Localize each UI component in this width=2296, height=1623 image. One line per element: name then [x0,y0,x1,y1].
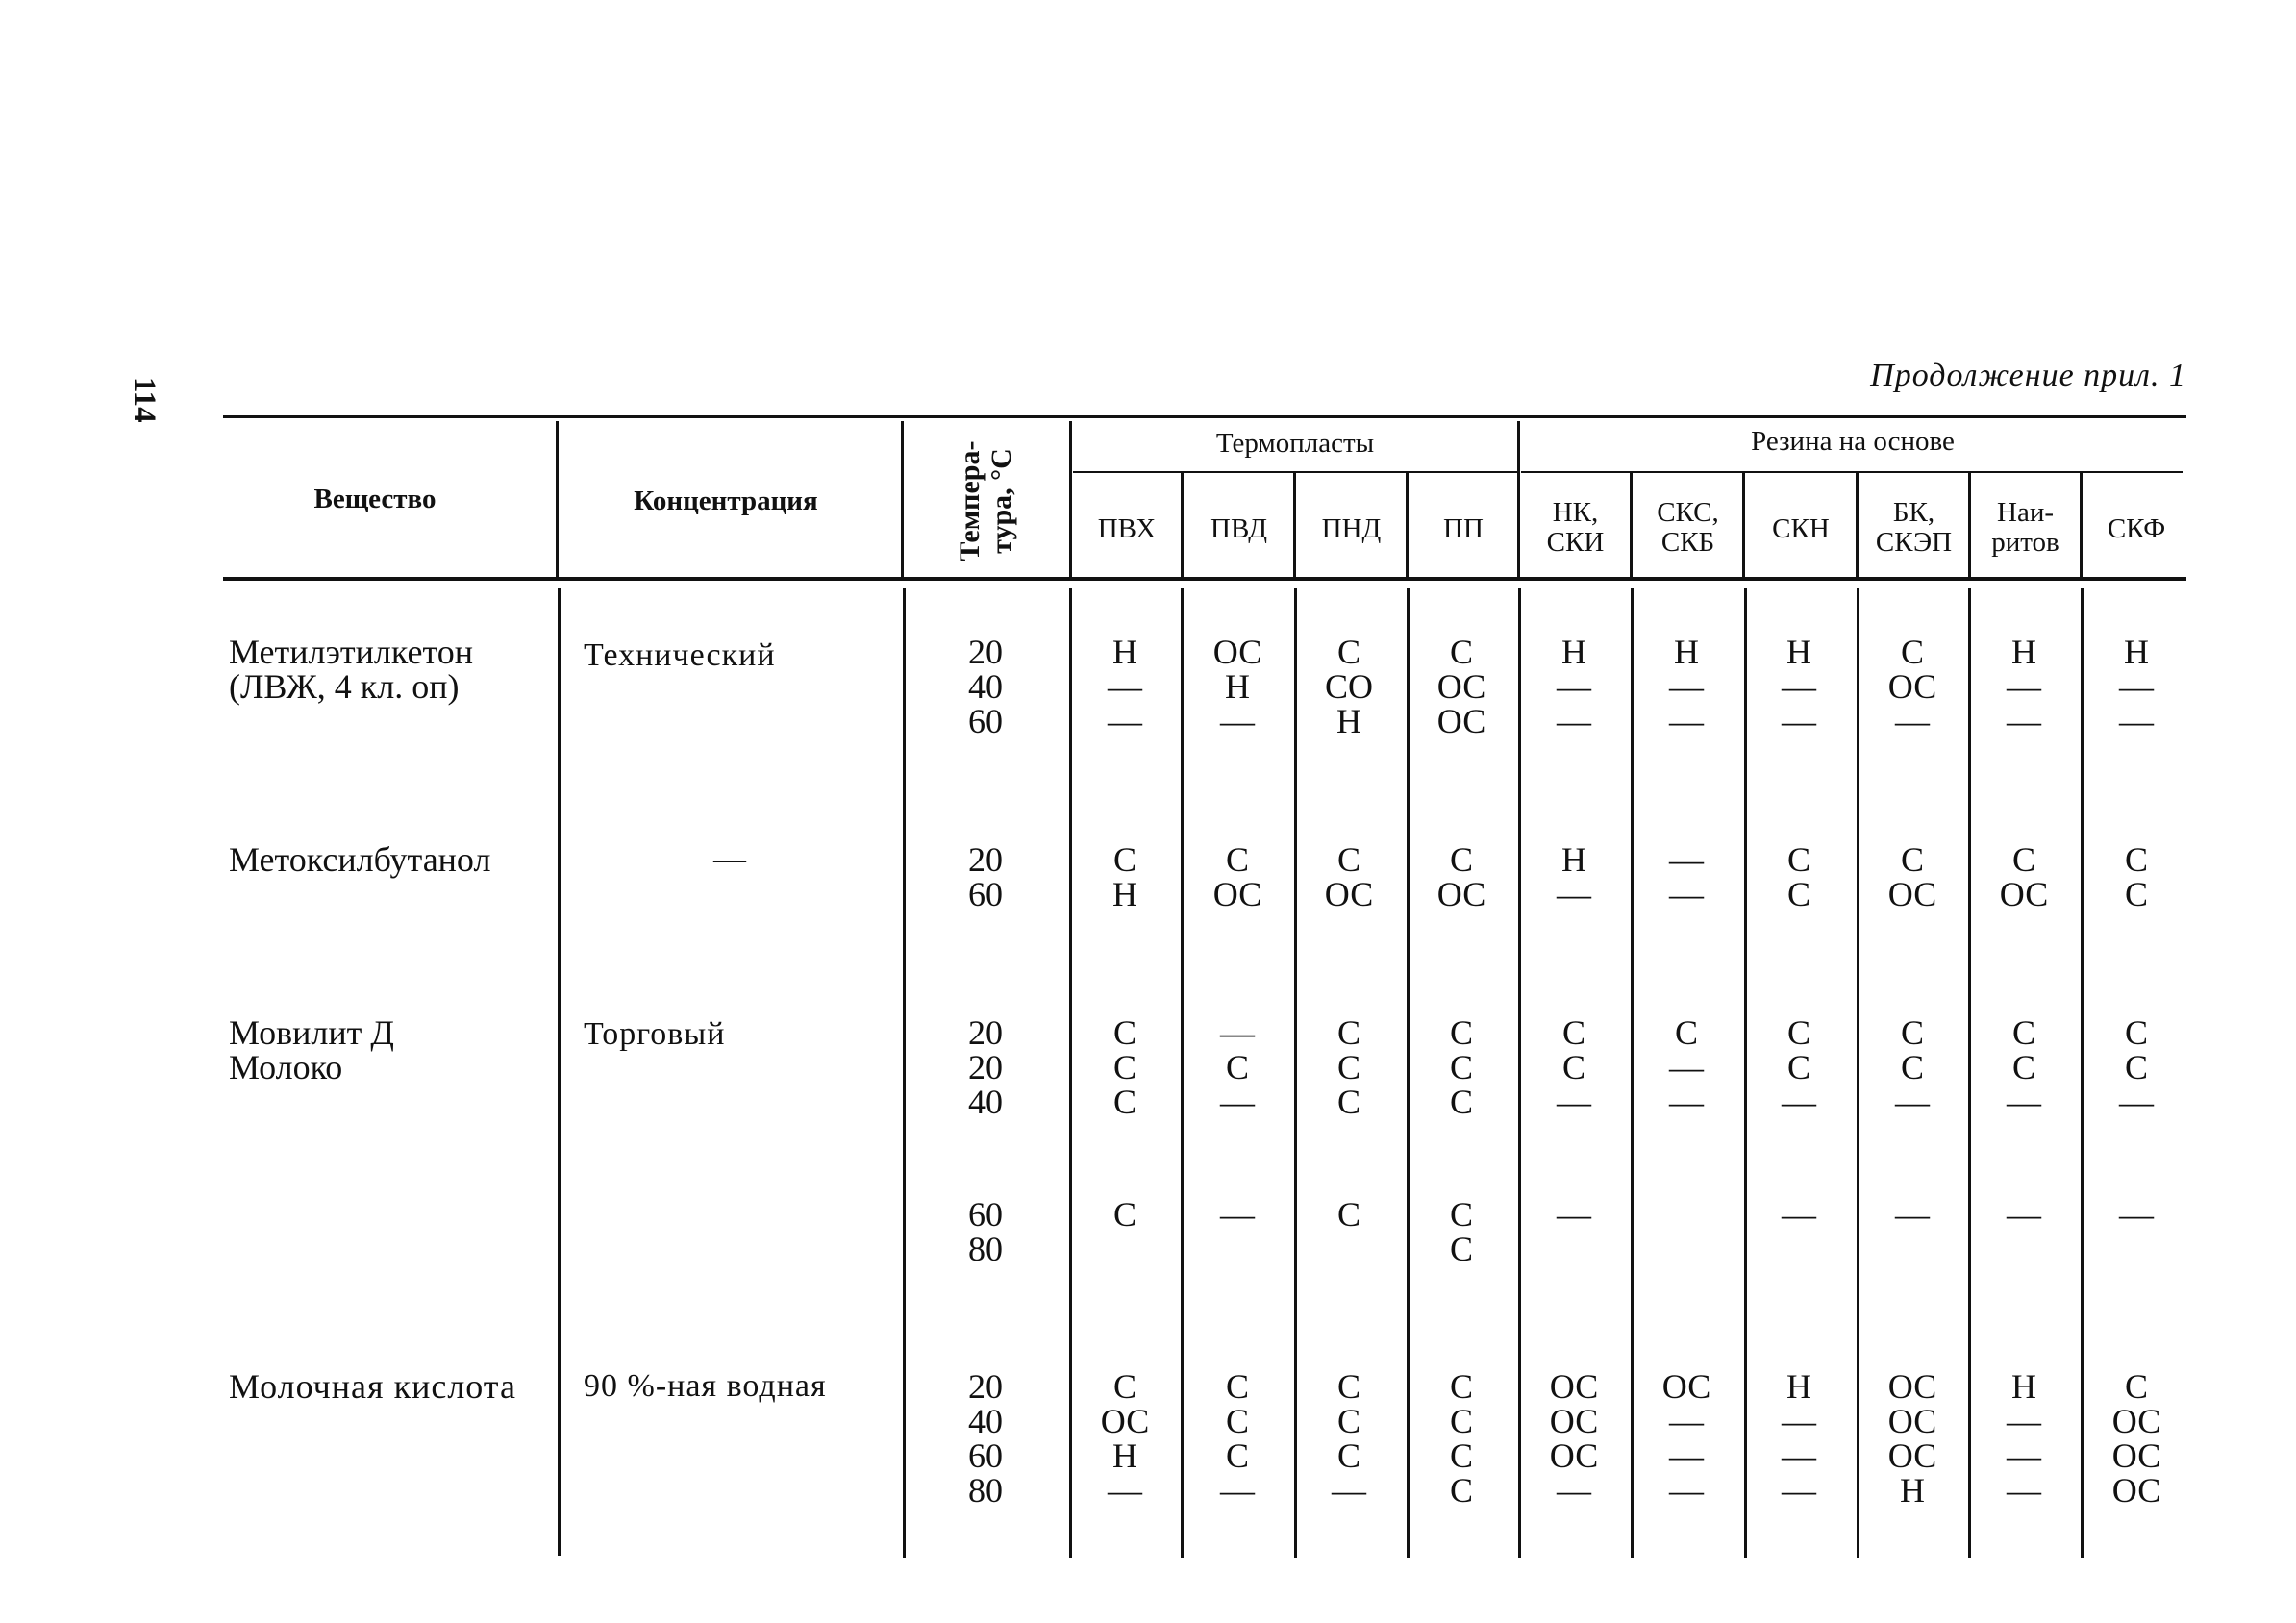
header-substance: Вещество [313,484,437,514]
resistance-cell: С С — [1895,1013,1930,1121]
resistance-cell: Н — — — [1782,1367,1816,1510]
header-temperature: Темпера- тура, °С [954,440,1017,562]
resistance-cell: Н — — — [2007,1367,2041,1510]
header-divider [556,421,559,577]
resistance-cell: С С — [2007,1013,2041,1121]
header-group-thermoplastics: Термопласты [1215,428,1375,459]
resistance-cell: С С С [1336,1013,1360,1121]
header-material-pnd: ПНД [1321,513,1382,544]
header-material-bk-skep: БК, СКЭП [1875,497,1953,558]
resistance-cell: С С [2124,840,2148,913]
resistance-cell: — [2119,1195,2154,1234]
row-concentration: — [713,841,747,877]
header-divider [1406,473,1409,577]
row-substance: Молочная кислота [229,1367,516,1406]
resistance-cell: С ОС [1436,840,1486,913]
header-divider [2080,473,2083,577]
resistance-cell: С С [1786,840,1810,913]
header-divider [1293,473,1296,577]
table-top-rule [223,415,2186,418]
resistance-cell: Н — — [1108,633,1142,740]
header-divider [1742,473,1745,577]
rubber-group-rule [1521,471,2183,473]
resistance-cell: С С С [1112,1013,1136,1121]
row-substance: Метилэтилкетон (ЛВЖ, 4 кл. оп) [229,633,473,706]
row-substance: Мовилит Д Молоко [229,1013,394,1086]
resistance-cell: — [1220,1195,1255,1234]
row-temperatures: 20 40 60 80 [968,1367,1003,1510]
resistance-cell: С ОС ОС ОС [2111,1367,2161,1510]
header-divider [1856,473,1859,577]
continuation-caption: Продолжение прил. 1 [1870,358,2186,393]
resistance-cell: Н — — [1557,633,1591,740]
header-material-skf: СКФ [2107,513,2166,544]
resistance-cell: С ОС [1999,840,2049,913]
row-temperatures: 60 80 [968,1195,1003,1268]
header-divider [1069,421,1072,577]
resistance-cell: С С — [1557,1013,1591,1121]
resistance-cell: Н — — [1669,633,1704,740]
column-divider [903,588,906,1558]
resistance-cell: — [1557,1195,1591,1234]
header-divider [901,421,904,577]
resistance-cell: С С С [1449,1013,1473,1121]
header-divider [1181,473,1184,577]
header-material-nairitov: Наи- ритов [1991,497,2059,558]
resistance-cell: С ОС [1212,840,1262,913]
resistance-cell: С Н [1112,840,1137,913]
resistance-cell: — — [1669,840,1704,913]
resistance-cell: С — — [1669,1013,1704,1121]
header-concentration: Концентрация [634,486,818,516]
resistance-cell: — [2007,1195,2041,1234]
resistance-cell: С ОС Н — [1100,1367,1150,1510]
header-divider [1517,421,1520,577]
resistance-cell: С С С С [1449,1367,1473,1510]
resistance-cell: ОС Н — [1212,633,1262,740]
header-material-pvd: ПВД [1210,513,1267,544]
resistance-cell: С С С — [1220,1367,1255,1510]
resistance-cell: С [1112,1195,1136,1234]
row-substance: Метоксилбутанол [229,840,491,879]
resistance-cell: С С — [1782,1013,1816,1121]
resistance-cell: ОС — — — [1661,1367,1711,1510]
row-temperatures: 20 60 [968,840,1003,913]
header-material-nk-ski: НК, СКИ [1546,497,1605,558]
header-divider [1630,473,1633,577]
resistance-cell: С С [1449,1195,1473,1268]
resistance-cell: Н — — [2007,633,2041,740]
resistance-cell: С ОС [1324,840,1374,913]
header-material-pp: ПП [1443,513,1484,544]
resistance-cell: — [1895,1195,1930,1234]
resistance-cell: — [1782,1195,1816,1234]
page-number: 114 [127,377,162,423]
header-bottom-rule [223,577,2186,581]
header-material-skn: СКН [1772,513,1830,544]
resistance-cell: С ОС — [1887,633,1937,740]
row-temperatures: 20 40 60 [968,633,1003,740]
row-temperatures: 20 20 40 [968,1013,1003,1121]
resistance-cell: С С С — [1332,1367,1366,1510]
resistance-cell: ОС ОС ОС — [1549,1367,1599,1510]
resistance-cell: Н — [1557,840,1591,913]
row-concentration: Технический [584,637,776,673]
column-divider [558,588,561,1556]
row-concentration: Торговый [584,1016,726,1052]
resistance-cell: С С — [2119,1013,2154,1121]
header-material-sks-skb: СКС, СКБ [1657,497,1719,558]
resistance-cell: Н — — [1782,633,1816,740]
resistance-cell: Н — — [2119,633,2154,740]
resistance-cell: С ОС ОС [1436,633,1486,740]
row-concentration: 90 %-ная водная [584,1368,827,1404]
resistance-cell: ОС ОС ОС Н [1887,1367,1937,1510]
header-material-pvh: ПВХ [1097,513,1157,544]
header-group-rubber: Резина на основе [1751,426,1955,457]
resistance-cell: С СО Н [1324,633,1373,740]
resistance-cell: — С — [1220,1013,1255,1121]
resistance-cell: С [1336,1195,1360,1234]
resistance-cell: С ОС [1887,840,1937,913]
